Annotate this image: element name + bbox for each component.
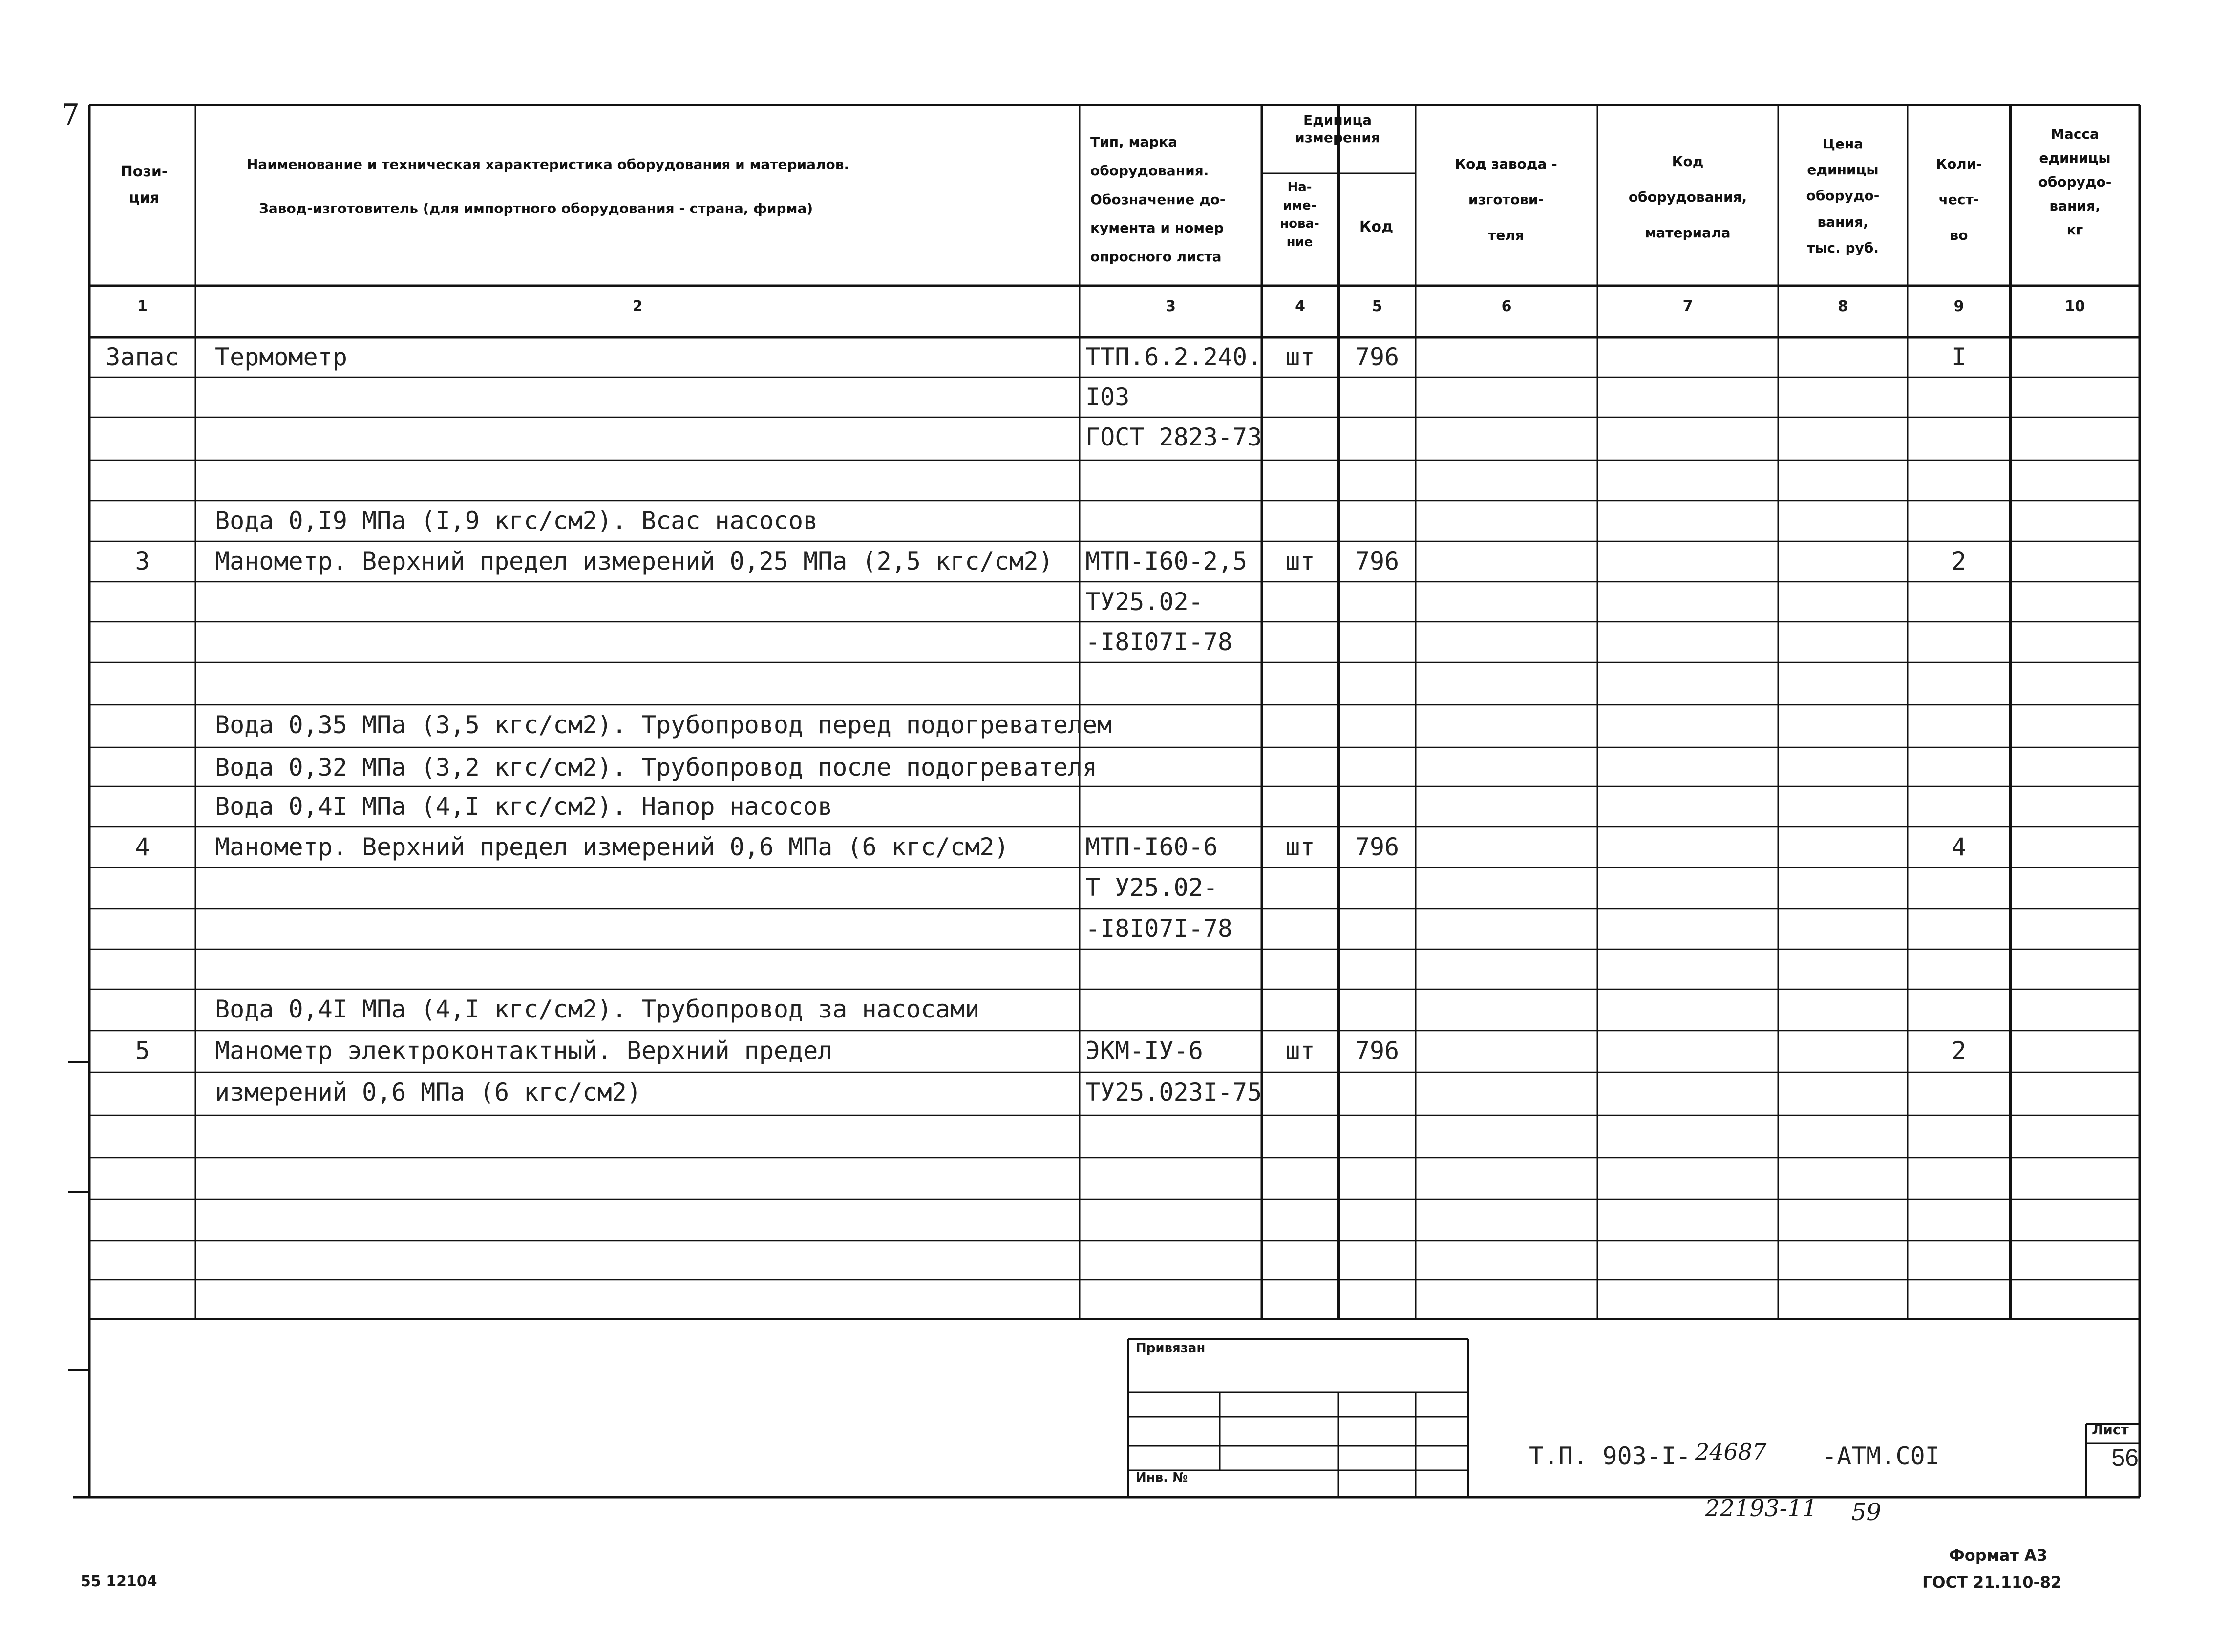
type-cell: ЭКМ-IУ-6 (1085, 1037, 1203, 1065)
unit-name-cell: шт (1285, 1037, 1315, 1065)
column-number: 7 (1682, 298, 1693, 315)
attached-label: Привязан (1136, 1341, 1206, 1355)
gost-label: ГОСТ 21.110-82 (1922, 1573, 2062, 1591)
type-cell: -I8I07I-78 (1085, 628, 1233, 656)
type-cell: ТТП.6.2.240. (1085, 343, 1262, 371)
name-cell: Манометр. Верхний предел измерений 0,25 МПа (2,5 кгс/см2) (215, 547, 1053, 575)
type-cell: ТУ25.02- (1085, 588, 1203, 616)
name-cell: Термометр (215, 343, 347, 371)
quantity-cell: 2 (1951, 1037, 1967, 1065)
unit-code-cell: 796 (1355, 343, 1400, 371)
name-cell: Вода 0,32 МПа (3,2 кгс/см2). Трубопровод после подогревателя (215, 753, 1098, 782)
unit-name-cell: шт (1285, 547, 1315, 575)
quantity-cell: I (1951, 343, 1967, 371)
column-number: 10 (2064, 298, 2085, 315)
name-cell: измерений 0,6 МПа (6 кгс/см2) (215, 1078, 641, 1106)
column-number: 3 (1166, 298, 1176, 315)
position-cell: Запас (106, 343, 179, 371)
type-cell: -I8I07I-78 (1085, 914, 1233, 943)
header-unit-name: На- име- нова- ние (1280, 180, 1319, 250)
column-number: 4 (1295, 298, 1305, 315)
type-cell: МТП-I60-2,5 (1085, 547, 1248, 575)
position-cell: 5 (135, 1037, 150, 1065)
type-cell: МТП-I60-6 (1085, 833, 1218, 861)
type-cell: I03 (1085, 383, 1130, 411)
sheet-number: 56 (2111, 1444, 2139, 1471)
unit-code-cell: 796 (1355, 833, 1400, 861)
column-number: 5 (1372, 298, 1382, 315)
handwritten-note-1: 22193-11 (1705, 1495, 1817, 1522)
unit-name-cell: шт (1285, 343, 1315, 371)
document-code-handwritten: 24687 (1695, 1439, 1767, 1465)
unit-code-cell: 796 (1355, 547, 1400, 575)
column-number: 8 (1838, 298, 1848, 315)
name-cell: Вода 0,35 МПа (3,5 кгс/см2). Трубопровод перед подогревателем (215, 711, 1112, 739)
quantity-cell: 2 (1951, 547, 1967, 575)
document-code-suffix: -АТМ.С0I (1822, 1442, 1940, 1470)
column-number: 9 (1953, 298, 1964, 315)
column-number: 1 (137, 298, 148, 315)
format-label: Формат А3 (1949, 1546, 2048, 1565)
quantity-cell: 4 (1951, 833, 1967, 861)
column-number: 6 (1501, 298, 1512, 315)
header-name-line2: Завод-изготовитель (для импортного оборудования - страна, фирма) (259, 200, 813, 216)
name-cell: Манометр электроконтактный. Верхний предел (215, 1037, 833, 1065)
name-cell: Вода 0,I9 МПа (I,9 кгс/см2). Всас насосов (215, 507, 818, 535)
header-position: Пози- ция (120, 163, 168, 207)
header-name-line1: Наименование и техническая характеристика оборудования и материалов. (247, 156, 849, 172)
header-unit-group: Единица измерения (1295, 112, 1380, 146)
bottom-left-code: 55 12104 (81, 1573, 157, 1590)
header-quantity: Коли- чест- во (1936, 156, 1982, 243)
header-factory-code: Код завода - изготови- теля (1455, 156, 1557, 243)
name-cell: Вода 0,4I МПа (4,I кгс/см2). Напор насосов (215, 792, 833, 821)
name-cell: Вода 0,4I МПа (4,I кгс/см2). Трубопровод за насосами (215, 995, 980, 1023)
corner-number: 7 (61, 98, 80, 132)
position-cell: 3 (135, 547, 150, 575)
unit-name-cell: шт (1285, 833, 1315, 861)
type-cell: ГОСТ 2823-73 (1085, 423, 1262, 451)
header-price: Цена единицы оборудо- вания, тыс. руб. (1806, 136, 1880, 256)
header-type: Тип, марка оборудования. Обозначение до- кумента и номер опросного листа (1090, 134, 1226, 265)
type-cell: Т У25.02- (1085, 873, 1218, 902)
position-cell: 4 (135, 833, 150, 861)
type-cell: ТУ25.023I-75 (1085, 1078, 1262, 1106)
header-mass: Масса единицы оборудо- вания, кг (2038, 126, 2112, 238)
sheet-label: Лист (2092, 1421, 2129, 1438)
document-code-prefix: Т.П. 903-I- (1529, 1442, 1691, 1470)
column-number: 2 (632, 298, 643, 315)
header-material-code: Код оборудования, материала (1628, 153, 1747, 241)
unit-code-cell: 796 (1355, 1037, 1400, 1065)
handwritten-note-2: 59 (1851, 1499, 1882, 1526)
inventory-label: Инв. № (1136, 1470, 1188, 1485)
name-cell: Манометр. Верхний предел измерений 0,6 МПа (6 кгс/см2) (215, 833, 1009, 861)
header-unit-code: Код (1359, 218, 1394, 235)
